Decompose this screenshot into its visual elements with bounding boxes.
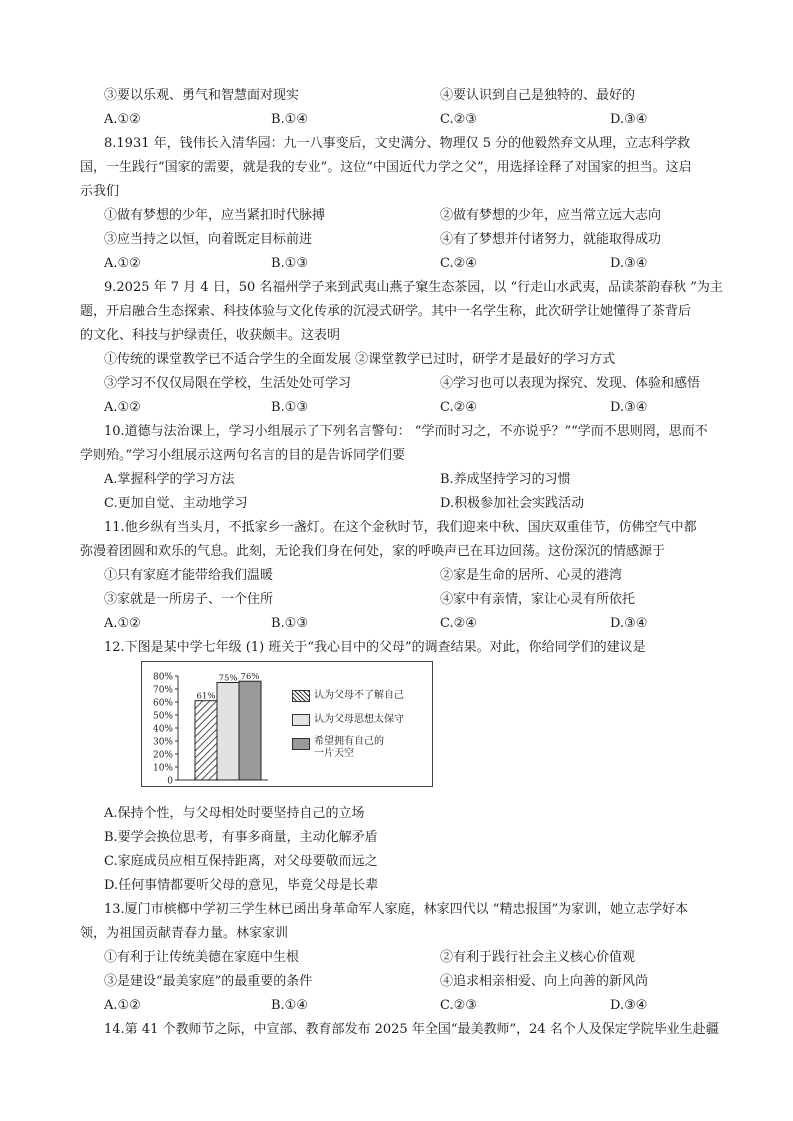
q7-choice-b: B.①④ [271,112,308,127]
q11-option-3: ③家就是一所房子、一个住所 [104,592,274,607]
legend-swatch-2 [292,714,310,726]
q13-choice-a: A.①② [104,998,141,1013]
q11-option-1: ①只有家庭才能带给我们温暖 [104,568,274,583]
q8-choice-d: D.③④ [610,256,648,271]
bar-value-label-3: 76% [240,672,260,683]
q13-option-3: ③是建设“最美家庭”的最重要的条件 [104,974,313,989]
q11-stem-line-1: 11.他乡纵有当头月，不抵家乡一盏灯。在这个金秋时节，我们迎来中秋、国庆双重佳节，仿佛空气中都 [104,520,697,535]
q7-choice-a: A.①② [104,112,141,127]
q13-option-1: ①有利于让传统美德在家庭中生根 [104,950,300,965]
q9-option-4: ④学习也可以表现为探究、发现、体验和感悟 [440,376,701,391]
q9-choice-c: C.②④ [440,400,477,415]
legend-label-2: 认为父母思想太保守 [314,714,404,725]
q11-choice-b: B.①③ [271,616,308,631]
q9-choice-b: B.①③ [271,400,308,415]
q11-choice-a: A.①② [104,616,141,631]
q10-stem-line-1: 10.道德与法治课上，学习小组展示了下列名言警句： “学而时习之，不亦说乎？”“学而不思则罔，思而不 [104,424,708,439]
q9-choice-d: D.③④ [610,400,648,415]
bar-value-label-1: 61% [196,691,216,702]
legend-label-1: 认为父母不了解自己 [314,690,404,701]
q7-option-3: ③要以乐观、勇气和智慧面对现实 [104,88,300,103]
legend-swatch-1 [292,690,310,702]
q9-choice-a: A.①② [104,400,141,415]
q8-stem-line-3: 示我们 [80,184,120,199]
y-tick-label: 20% [152,750,173,761]
q9-option-3: ③学习不仅仅局限在学校，生活处处可学习 [104,376,352,391]
q8-option-4: ④有了梦想并付诸努力，就能取得成功 [440,232,662,247]
q8-stem-line-1: 8.1931 年，钱伟长入清华园：九一八事变后，文史满分、物理仅 5 分的他毅然弃文从理，立志科学救 [104,136,691,151]
y-tick-label: 50% [152,711,173,722]
survey-bar-chart [141,661,433,787]
q8-choice-a: A.①② [104,256,141,271]
y-tick-label: 30% [152,737,173,748]
q8-choice-b: B.①③ [271,256,308,271]
q7-choice-d: D.③④ [610,112,648,127]
q8-option-1: ①做有梦想的少年，应当紧扣时代脉搏 [104,208,326,223]
q9-stem-line-1: 9.2025 年 7 月 4 日，50 名福州学子来到武夷山燕子窠生态茶园，以 “行走山水武夷，品读茶韵春秋 ”为主 [104,280,723,295]
q10-option-c: C.更加自觉、主动地学习 [104,496,248,511]
q13-option-2: ②有利于践行社会主义核心价值观 [440,950,636,965]
q12-option-c: C.家庭成员应相互保持距离，对父母要敬而远之 [104,854,378,869]
q7-choice-c: C.②③ [440,112,477,127]
y-tick-label: 60% [152,698,173,709]
q10-option-a: A.掌握科学的学习方法 [104,472,235,487]
q13-stem-line-2: 领，为祖国贡献青春力量。林家家训 [80,926,289,941]
q10-stem-line-2: 学则殆。”学习小组展示这两句名言的目的是告诉同学们要 [80,448,406,463]
q13-choice-c: C.②③ [440,998,477,1013]
q8-option-3: ③应当持之以恒，向着既定目标前进 [104,232,313,247]
q13-stem-line-1: 13.厦门市槟榔中学初三学生林已函出身革命军人家庭，林家四代以 “精忠报国”为家训，她立志学好本 [104,902,689,917]
q11-stem-line-2: 弥漫着团圆和欢乐的气息。此刻，无论我们身在何处，家的呼唤声已在耳边回荡。这份深沉的情感源于 [80,544,666,559]
q10-option-b: B.养成坚持学习的习惯 [440,472,571,487]
q9-option-1-2: ①传统的课堂教学已不适合学生的全面发展 ②课堂教学已过时，研学才是最好的学习方式 [104,352,616,367]
q11-option-4: ④家中有亲情，家让心灵有所依托 [440,592,636,607]
q11-choice-c: C.②④ [440,616,477,631]
q12-option-d: D.任何事情都要听父母的意见，毕竟父母是长辈 [104,878,379,893]
bar-value-label-2: 75% [218,673,238,684]
q14-stem-line-1: 14.第 41 个教师节之际，中宣部、教育部发布 2025 年全国“最美教师”，24 名个人及保定学院毕业生赴疆 [104,1022,719,1037]
y-tick-label: 40% [152,724,173,735]
q8-option-2: ②做有梦想的少年，应当常立远大志向 [440,208,662,223]
q10-option-d: D.积极参加社会实践活动 [440,496,585,511]
q12-option-b: B.要学会换位思考，有事多商量，主动化解矛盾 [104,830,378,845]
legend-label-3: 希望拥有自己的一片天空 [314,736,384,759]
y-tick-label: 70% [152,685,173,696]
q13-choice-d: D.③④ [610,998,648,1013]
q11-option-2: ②家是生命的居所、心灵的港湾 [440,568,623,583]
bar-3 [239,681,261,780]
q11-choice-d: D.③④ [610,616,648,631]
q13-choice-b: B.①④ [271,998,308,1013]
q12-stem-line-1: 12.下图是某中学七年级 (1) 班关于“我心目中的父母”的调查结果。对此，你给同学们的建议是 [104,640,646,655]
q9-stem-line-3: 的文化、科技与护绿责任，收获颇丰。这表明 [80,328,341,343]
legend-swatch-3 [292,738,310,750]
q12-option-a: A.保持个性，与父母相处时要坚持自己的立场 [104,806,365,821]
q13-option-4: ④追求相亲相爱、向上向善的新风尚 [440,974,649,989]
y-tick-label: 10% [152,763,173,774]
q8-stem-line-2: 国，一生践行“国家的需要，就是我的专业”。这位“中国近代力学之父”，用选择诠释了对国家的担当。这启 [80,160,692,175]
bar-1 [195,701,217,780]
bar-2 [217,683,239,781]
q9-stem-line-2: 题，开启融合生态探索、科技体验与文化传承的沉浸式研学。其中一名学生称，此次研学让她懂得了茶背后 [80,304,692,319]
y-tick-label: 0 [167,776,173,786]
q7-option-4: ④要认识到自己是独特的、最好的 [440,88,636,103]
y-tick-label: 80% [152,672,173,683]
q8-choice-c: C.②④ [440,256,477,271]
